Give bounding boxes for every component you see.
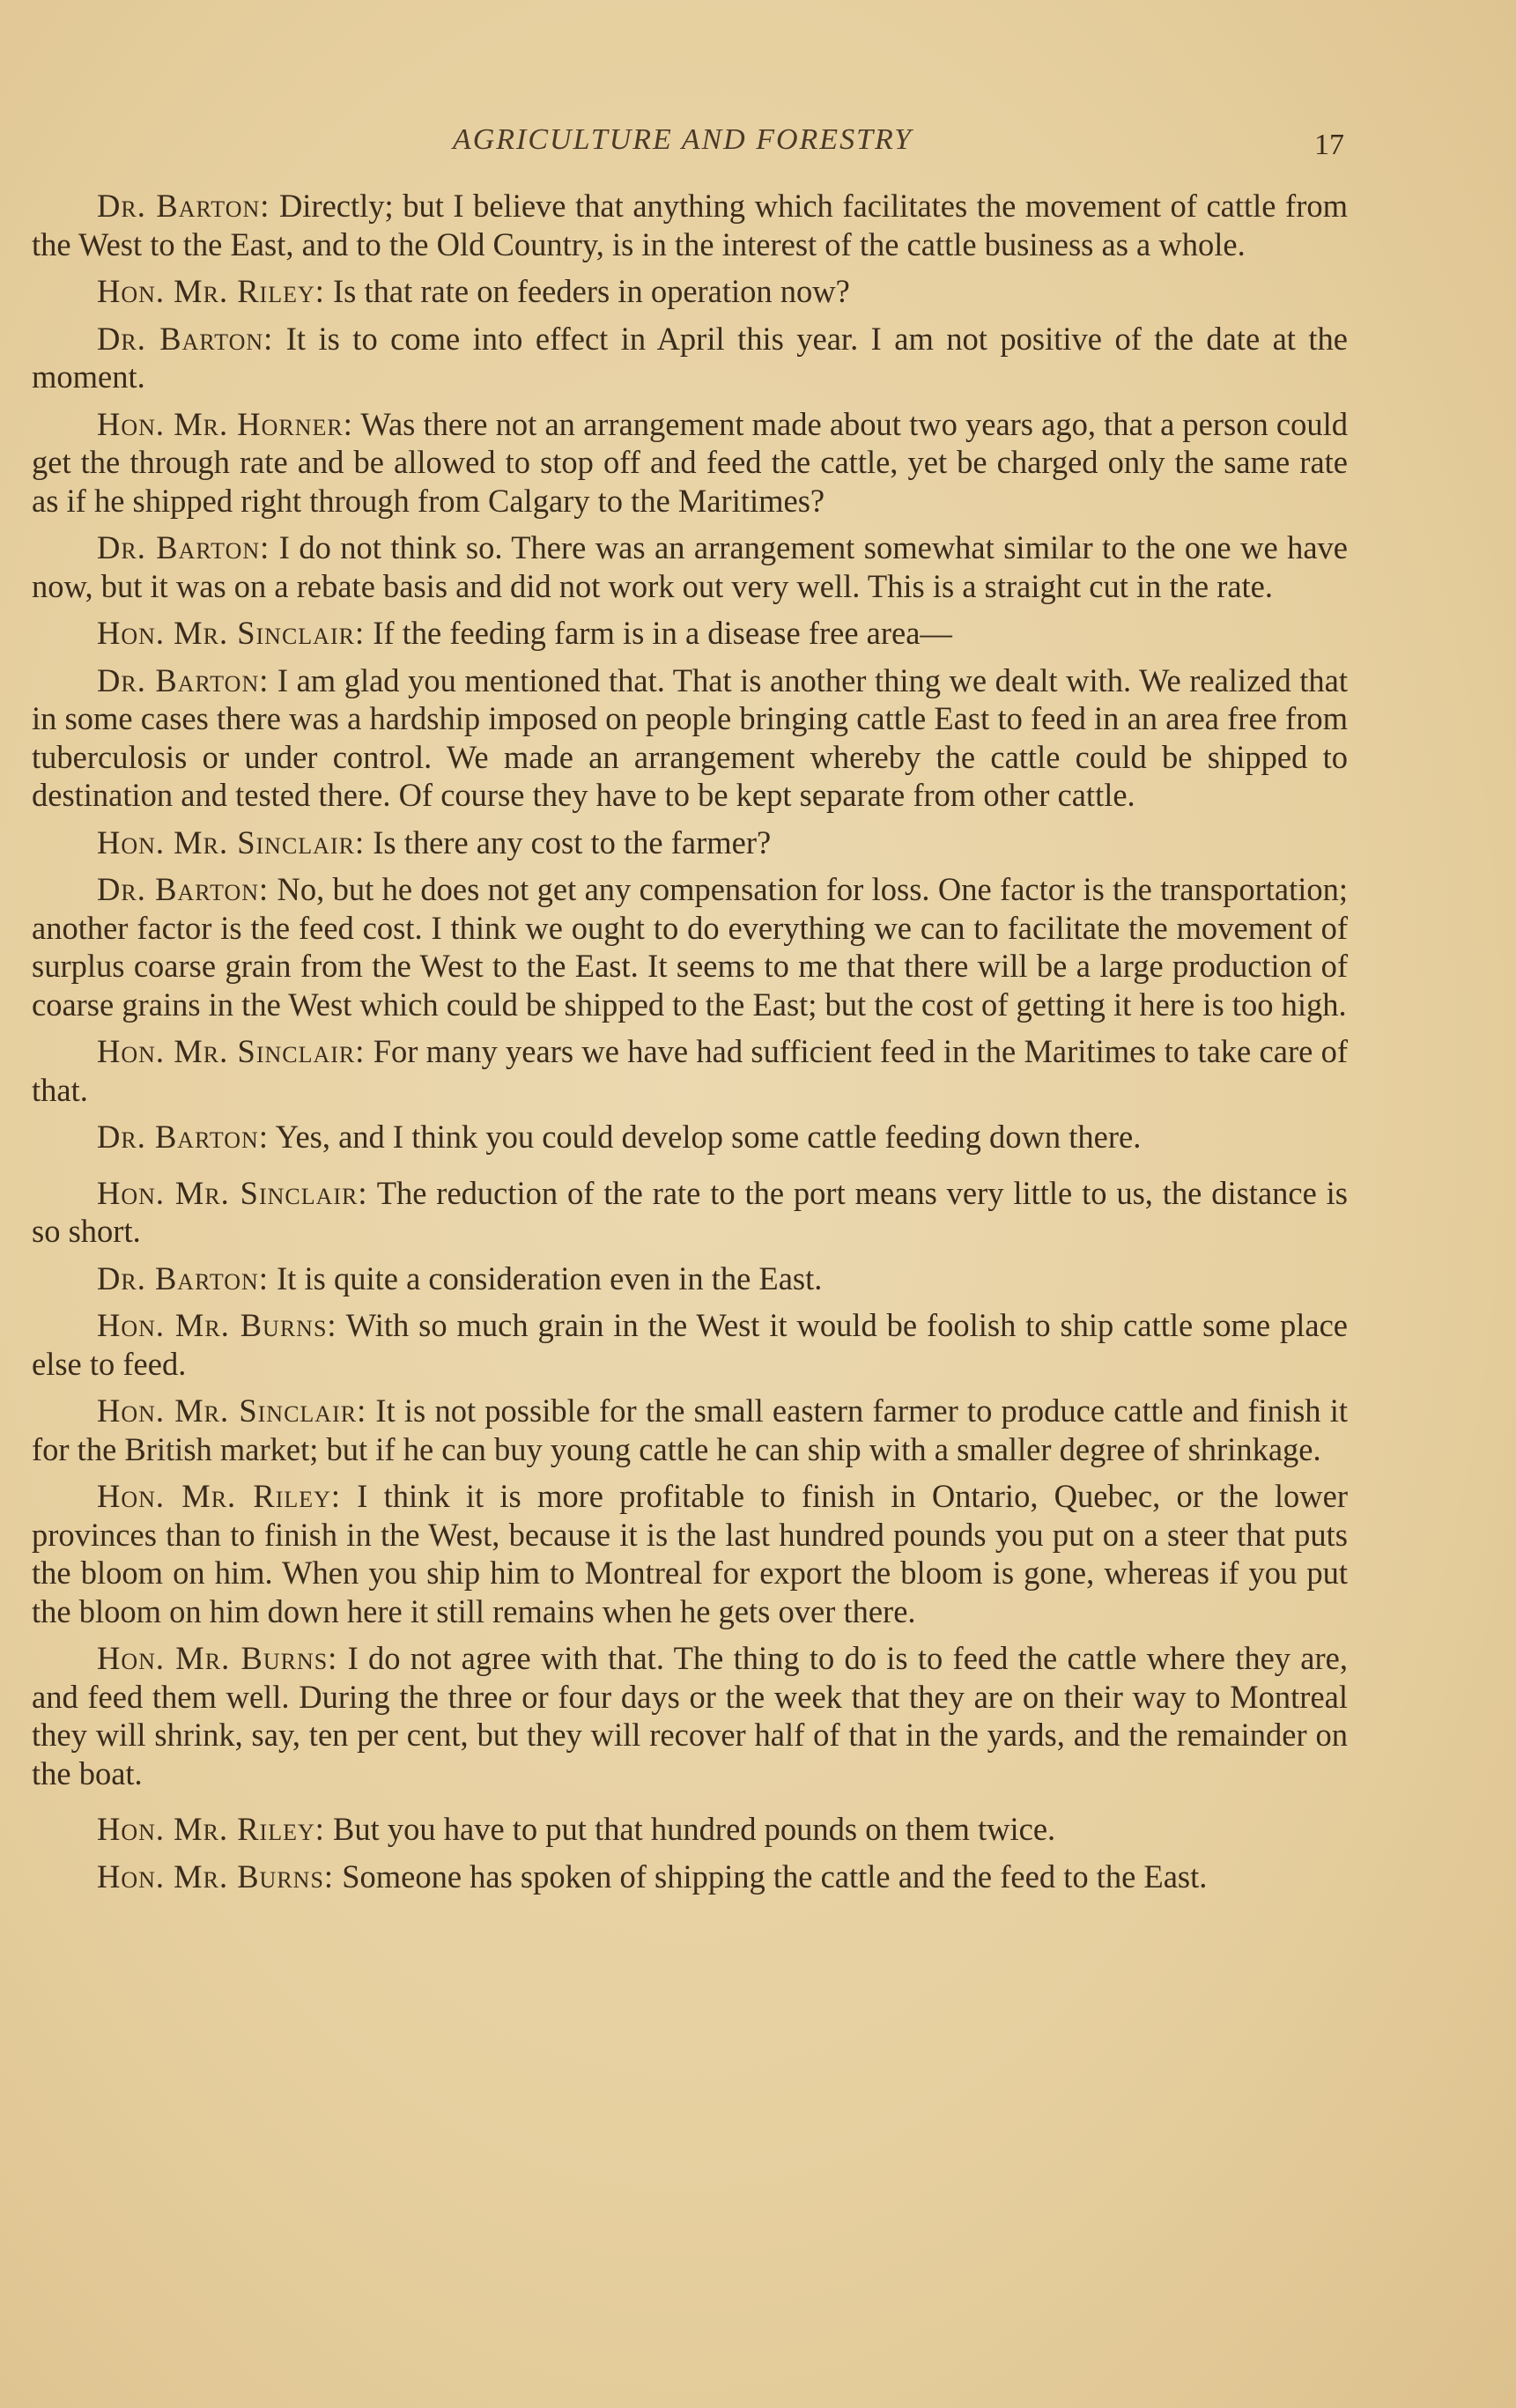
speaker-name: Hon. Mr. Burns: — [97, 1307, 337, 1343]
speaker-name: Dr. Barton: — [97, 1259, 269, 1296]
paragraph — [32, 1174, 1348, 1251]
speaker-name: Hon. Mr. Riley: — [97, 1811, 325, 1847]
speaker-name: Hon. Mr. Burns: — [97, 1640, 338, 1676]
paragraph-text: But you have to put that hundred pounds on them twice. — [324, 1811, 1056, 1847]
paragraph-text: Was there not an arrangement made about two years ago, that a person could get the through rate and be allowed to stop off and feed the cattle, yet be charged only the same rate as if he shipped right through from Calgary to the Maritimes? — [32, 405, 1349, 519]
paragraph-text: The reduction of the rate to the port means very little to us, the distance is so short. — [32, 1174, 1348, 1249]
speaker-name: Dr. Barton: — [97, 661, 270, 698]
paragraph — [32, 824, 1348, 862]
paragraph — [32, 187, 1348, 263]
paragraph-text: I do not think so. There was an arrangement somewhat similar to the one we have now, but it was on a rebate basis and did not work out very well. This is a straight cut in the rate. — [32, 529, 1349, 604]
paragraph-text: Yes, and I think you could develop some cattle feeding down there. — [268, 1119, 1142, 1155]
paragraph-text: I think it is more profitable to finish in Ontario, Quebec, or the lower provinces than to finish in the West, because it is the last hundred pounds you put on a steer that puts the bloom on him. When you ship him to Montreal for export the bloom is gone, whereas if you put the bloom on him down here it still remains when he gets over there. — [32, 1478, 1348, 1629]
running-header — [0, 123, 1516, 167]
speaker-name: Hon. Mr. Sinclair: — [97, 1174, 368, 1211]
speaker-name: Hon. Mr. Riley: — [97, 273, 325, 309]
paragraph-text: Is there any cost to the farmer? — [365, 824, 772, 861]
paragraph — [32, 1477, 1348, 1630]
paragraph — [32, 1306, 1348, 1383]
paragraph — [32, 320, 1348, 396]
paragraph-text: For many years we have had sufficient feed in the Maritimes to take care of that. — [32, 1033, 1348, 1108]
speaker-name: Hon. Mr. Riley: — [97, 1478, 342, 1514]
paragraph — [32, 1639, 1348, 1792]
paragraph-text: It is quite a consideration even in the East. — [268, 1259, 823, 1296]
paragraph-text: Someone has spoken of shipping the cattle and the feed to the East. — [334, 1858, 1208, 1895]
paragraph — [32, 614, 1348, 653]
speaker-name: Dr. Barton: — [97, 1119, 269, 1155]
speaker-name: Hon. Mr. Sinclair: — [97, 615, 366, 651]
paragraph — [32, 1392, 1348, 1468]
speaker-name: Hon. Mr. Sinclair: — [97, 1392, 367, 1429]
paragraph — [32, 1032, 1348, 1109]
speaker-name: Hon. Mr. Burns: — [97, 1858, 335, 1895]
page-number: 17 — [1314, 129, 1344, 161]
paragraph-text: No, but he does not get any compensation for loss. One factor is the transportation; another factor is the feed cost. I think we ought to do everything we can to facilitate the movement of surplus coarse grain from the West to the East. It seems to me that there will be a large production of coarse grains in the West which could be shipped to the East; but the cost of getting it here is too high. — [32, 871, 1348, 1023]
paragraph — [32, 528, 1348, 605]
speaker-name: Dr. Barton: — [97, 529, 270, 565]
paragraph-text: Directly; but I believe that anything which facilitates the movement of cattle from the West to the East, and to the Old Country, is in the interest of the cattle business as a whole. — [32, 188, 1348, 262]
speaker-name: Hon. Mr. Horner: — [97, 405, 353, 442]
paragraph — [32, 661, 1348, 815]
paragraph — [32, 1858, 1348, 1896]
paragraph-text: It is to come into effect in April this year. I am not positive of the date at the moment. — [32, 320, 1348, 395]
speaker-name: Hon. Mr. Sinclair: — [97, 1033, 366, 1069]
paragraph — [32, 405, 1348, 521]
paragraph-text: With so much grain in the West it would be foolish to ship cattle some place else to feed. — [32, 1307, 1348, 1382]
paragraph — [32, 1810, 1348, 1849]
speaker-name: Hon. Mr. Sinclair: — [97, 824, 366, 861]
paragraph — [32, 870, 1348, 1023]
paragraph — [32, 1118, 1348, 1156]
transcript-body — [32, 187, 1348, 1904]
paragraph-text: Is that rate on feeders in operation now? — [324, 273, 850, 309]
paragraph-text: It is not possible for the small eastern farmer to produce cattle and finish it for the British market; but if he can buy young cattle he can ship with a smaller degree of shrinkage. — [32, 1392, 1348, 1467]
paragraph — [32, 1259, 1348, 1298]
paragraph — [32, 272, 1348, 311]
speaker-name: Dr. Barton: — [97, 871, 270, 907]
paragraph-text: I do not agree with that. The thing to do is to feed the cattle where they are, and feed them well. During the three or four days or the week that they are on their way to Montreal they will shrink, say, ten per cent, but they will recover half of that in the yards, and the remainder on the boat. — [32, 1640, 1348, 1791]
running-title: AGRICULTURE AND FORESTRY — [452, 123, 913, 156]
speaker-name: Dr. Barton: — [97, 188, 270, 224]
speaker-name: Dr. Barton: — [97, 320, 274, 357]
paragraph-text: I am glad you mentioned that. That is another thing we dealt with. We realized that in some cases there was a hardship imposed on people bringing cattle East to feed in an area free from tuberculosis or under control. We made an arrangement whereby the cattle could be shipped to destination and tested there. Of course they have to be kept separate from other cattle. — [32, 661, 1348, 813]
paragraph-text: If the feeding farm is in a disease free area— — [365, 615, 952, 651]
